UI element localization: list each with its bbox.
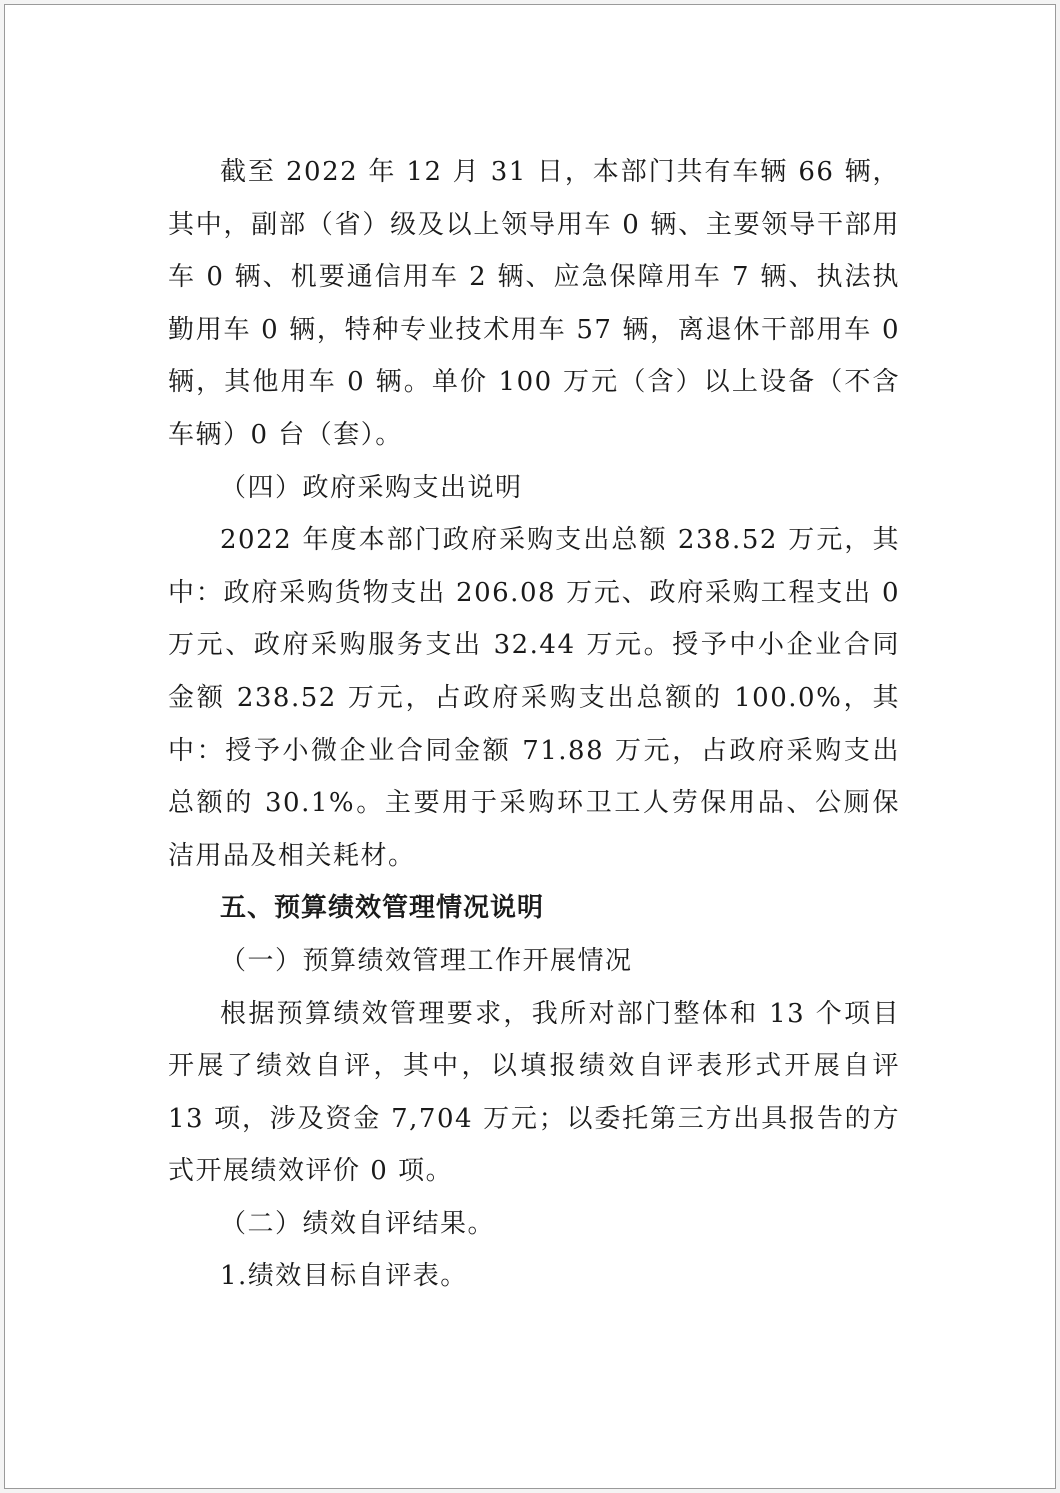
paragraph-procurement: 2022 年度本部门政府采购支出总额 238.52 万元，其中：政府采购货物支出 206.08 万元、政府采购工程支出 0 万元、政府采购服务支出 32.44 万元。授予中小企业合同金额 238.52 万元，占政府采购支出总额的 100.0%，其中：授予小微企业合同金额 71.88 万元，占政府采购支出总额的 30.1%。主要用于采购环卫工人劳保用品、公厕保洁用品及相关耗材。: [168, 525, 900, 871]
heading-procurement-explanation: （四）政府采购支出说明: [220, 472, 523, 503]
paragraph-evaluation: 根据预算绩效管理要求，我所对部门整体和 13 个项目开展了绩效自评，其中，以填报绩效自评表形式开展自评 13 项，涉及资金 7,704 万元；以委托第三方出具报告的方式开展绩效评价 0 项。: [168, 998, 900, 1187]
document-body: [168, 146, 900, 1303]
item-self-evaluation-table: 1.绩效目标自评表。: [220, 1261, 468, 1292]
heading-section-five: 五、预算绩效管理情况说明: [220, 893, 545, 924]
heading-performance-work: （一）预算绩效管理工作开展情况: [220, 945, 633, 976]
heading-self-evaluation-results: （二）绩效自评结果。: [220, 1208, 496, 1239]
paragraph-vehicles: 截至 2022 年 12 月 31 日，本部门共有车辆 66 辆，其中，副部（省）级及以上领导用车 0 辆、主要领导干部用车 0 辆、机要通信用车 2 辆、应急保障用车 7 辆、执法执勤用车 0 辆，特种专业技术用车 57 辆，离退休干部用车 0 辆，其他用车 0 辆。单价 100 万元（含）以上设备（不含车辆）0 台（套）。: [168, 157, 900, 450]
document-page: [4, 4, 1056, 1489]
